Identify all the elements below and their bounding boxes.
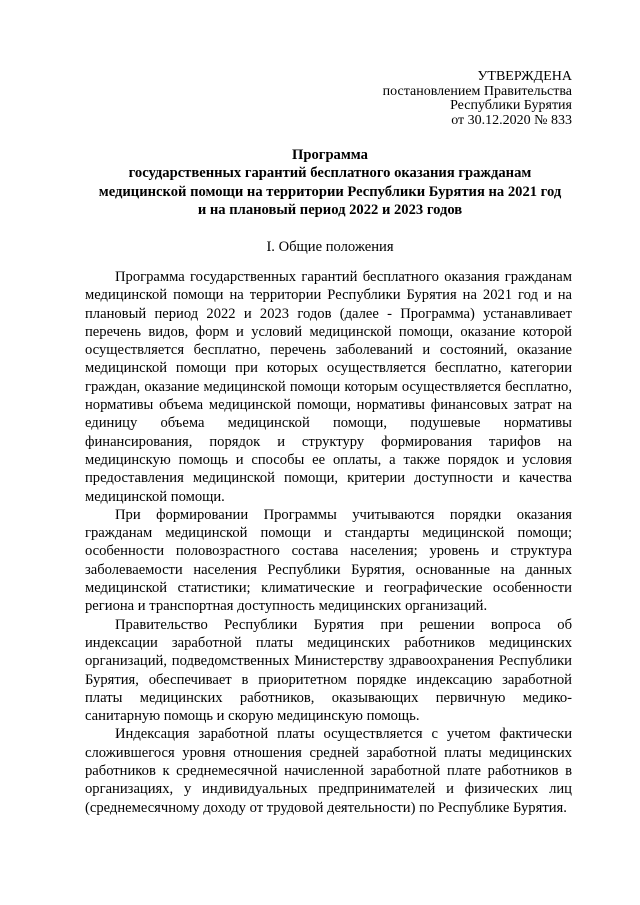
title-line-2: государственных гарантий бесплатного оказания гражданам [128, 165, 532, 182]
section-heading: I. Общие положения [266, 239, 394, 255]
document-title [60, 146, 600, 220]
paragraph: При формировании Программы учитываются порядки оказания гражданам медицинской помощи и стандарты медицинской помощи; особенности половозрастного состава населения; уровень и структура заболеваемости населения Республики Бурятия, основанные на данных медицинской статистики; климатические и географические особенности региона и транспортная доступность медицинских организаций. [85, 506, 572, 615]
title-line-3: медицинской помощи на территории Республики Бурятия на 2021 год [98, 183, 562, 200]
title-line-1: Программа [292, 147, 368, 163]
title-line-4: и на плановый период 2022 и 2023 годов [197, 202, 463, 219]
paragraph: Программа государственных гарантий бесплатного оказания гражданам медицинской помощи на территории Республики Бурятия на 2021 год и на плановый период 2022 и 2023 годов (далее - Программа) устанавливает перечень видов, форм и условий медицинской помощи, оказание которой осуществляется бесплатно, перечень заболеваний и состояний, оказание медицинской помощи при которых осуществляется бесплатно, категории граждан, оказание медицинской помощи которым осуществляется бесплатно, нормативы объема медицинской помощи, нормативы финансовых затрат на единицу объема медицинской помощи, подушевые нормативы финансирования, порядок и структуру формирования тарифов на медицинскую помощь и способы ее оплаты, а также порядок и условия предоставления медицинской помощи, критерии доступности и качества медицинской помощи. [85, 269, 572, 505]
approval-stamp [383, 70, 572, 128]
paragraph: Индексация заработной платы осуществляется с учетом фактически сложившегося уровня отношения средней заработной платы медицинских работников к среднемесячной начисленной заработной плате работников в организациях, у индивидуальных предпринимателей и физических лиц (среднемесячному доходу от трудовой деятельности) по Республике Бурятия. [85, 726, 572, 816]
approval-line-2: постановлением Правительства [382, 83, 572, 99]
body-text [85, 268, 572, 817]
approval-line-4: от 30.12.2020 № 833 [451, 112, 572, 128]
paragraph: Правительство Республики Бурятия при решении вопроса об индексации заработной платы медицинских работников медицинских организаций, подведомственных Министерству здравоохранения Республики Бурятия, обеспечивает в приоритетном порядке индексацию заработной платы медицинских работников, оказывающих первичную медико-санитарную помощь и скорую медицинскую помощь. [85, 616, 572, 725]
approval-line-1: УТВЕРЖДЕНА [477, 69, 572, 84]
approval-line-3: Республики Бурятия [450, 98, 572, 114]
